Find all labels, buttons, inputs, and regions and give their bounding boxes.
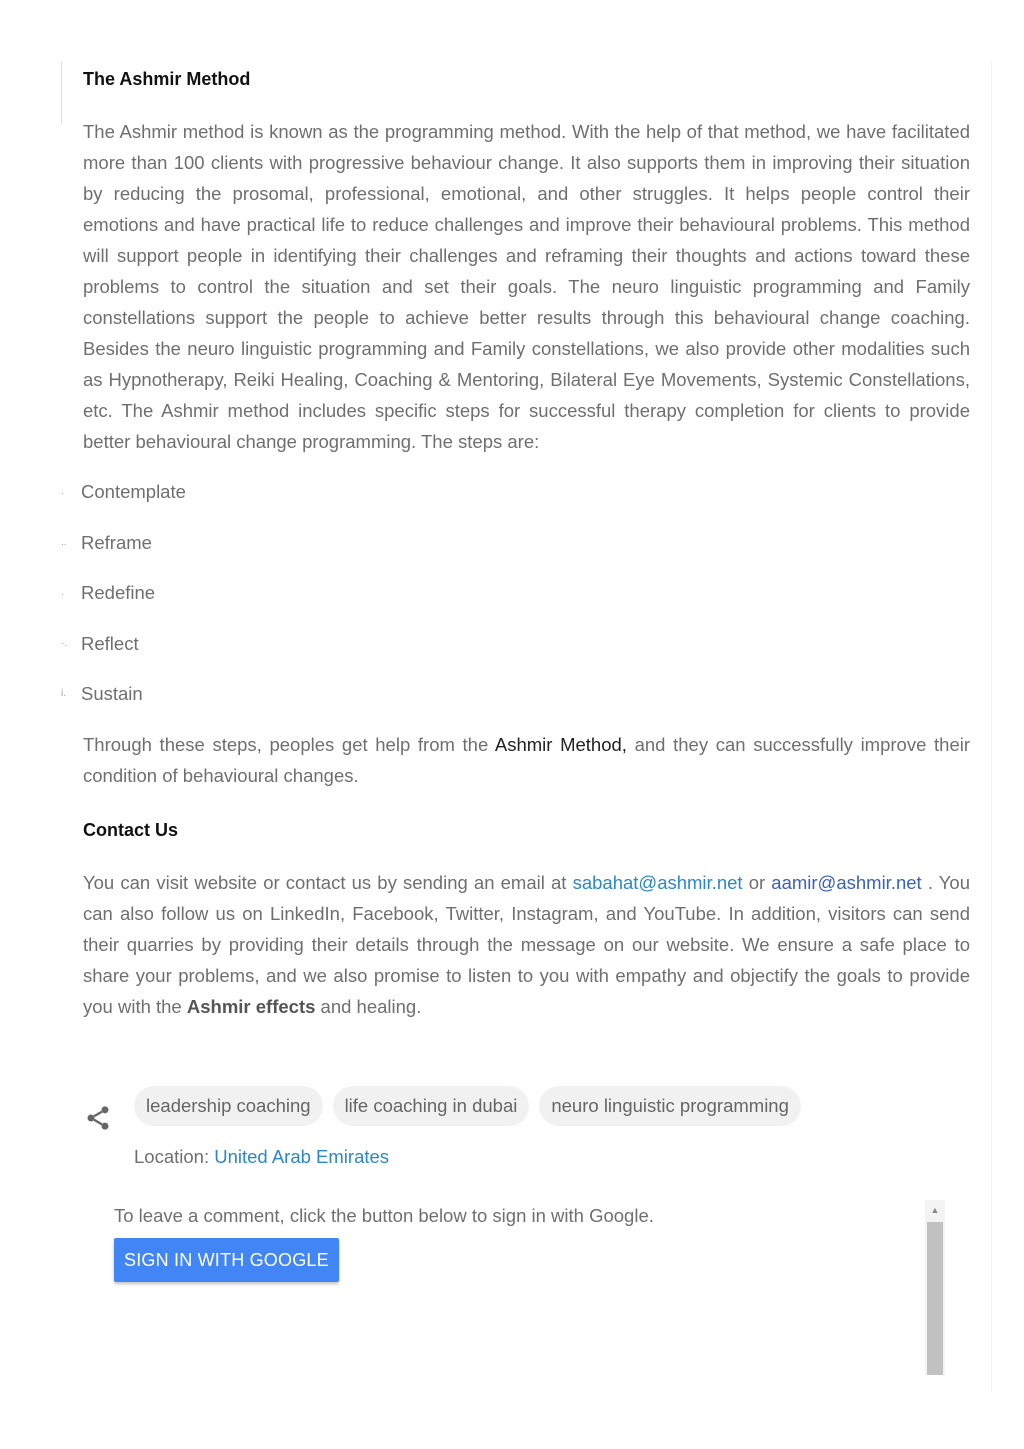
list-marker: ·.	[61, 637, 68, 649]
contact-text-end: and healing.	[315, 995, 422, 1017]
comments-scrollbar[interactable]	[925, 1200, 945, 1375]
email-link-sabahat[interactable]: sabahat@ashmir.net	[572, 871, 743, 893]
location-link[interactable]: United Arab Emirates	[214, 1146, 390, 1167]
contact-text-before: You can visit website or contact us by sending an email at	[83, 871, 573, 893]
steps-list	[61, 476, 948, 709]
list-item	[61, 476, 948, 507]
contact-heading: Contact Us	[83, 819, 179, 840]
sign-in-with-google-button[interactable]: SIGN IN WITH GOOGLE	[114, 1238, 339, 1282]
list-marker: .	[61, 486, 64, 497]
email-link-aamir[interactable]: aamir@ashmir.net	[771, 871, 922, 893]
ashmir-effects-bold: Ashmir effects	[186, 995, 316, 1017]
contact-text-after: . You can also follow us on LinkedIn, Facebook, Twitter, Instagram, and YouTube. In addition, visitors can send their quarries by providing their details through the message on our website. We ensure a safe place to share your problems, and we also promise to listen to you with empathy and objectify the goals to provide you with the	[83, 871, 971, 1017]
method-heading: The Ashmir Method	[83, 69, 251, 89]
share-icon[interactable]	[84, 1104, 112, 1132]
step-label: Redefine	[81, 582, 156, 603]
step-label: Reframe	[81, 531, 152, 553]
label-chip-leadership-coaching[interactable]: leadership coaching	[134, 1086, 323, 1126]
list-item	[61, 527, 948, 558]
scrollbar-thumb[interactable]	[927, 1222, 943, 1375]
share-icon-glyph	[84, 1104, 112, 1132]
scroll-up-arrow-icon[interactable]: ▲	[930, 1205, 940, 1215]
post-body	[61, 66, 971, 1022]
comments-frame	[114, 1200, 946, 1375]
outro-text-after: and they can successfully improve their condition of behavioural changes.	[83, 733, 971, 786]
step-label: Contemplate	[81, 481, 186, 502]
post-labels	[134, 1086, 801, 1126]
post-location	[134, 1143, 389, 1171]
list-marker: i.	[61, 688, 66, 699]
list-item	[61, 678, 948, 709]
label-chip-neuro-linguistic-programming[interactable]: neuro linguistic programming	[539, 1086, 801, 1126]
list-item	[61, 628, 948, 659]
step-label: Reflect	[81, 632, 139, 654]
label-chip-life-coaching-dubai[interactable]: life coaching in dubai	[333, 1086, 530, 1126]
comment-prompt: To leave a comment, click the button below to sign in with Google.	[114, 1205, 654, 1226]
left-border	[61, 62, 62, 124]
method-outro-paragraph	[83, 729, 970, 791]
outro-text-before: Through these steps, peoples get help from the	[83, 733, 495, 755]
contact-paragraph	[83, 867, 970, 1022]
list-item	[61, 577, 948, 608]
method-intro-paragraph: The Ashmir method is known as the programming method. With the help of that method, we have facilitated more than 100 clients with progressive behaviour change. It also supports them in improving their situation by reducing the prosomal, professional, emotional, and other struggles. It helps people control their emotions and have practical life to reduce challenges and improve their behavioural problems. This method will support people in identifying their challenges and reframing their thoughts and actions toward these problems to control the situation and set their goals. The neuro linguistic programming and Family constellations support the people to achieve better results through this behavioural change coaching. Besides the neuro linguistic programming and Family constellations, we also provide other modalities such as Hypnotherapy, Reiki Healing, Coaching & Mentoring, Bilateral Eye Movements, Systemic Constellations, etc. The Ashmir method includes specific steps for successful therapy completion for clients to provide better behavioural change programming. The steps are:	[83, 121, 970, 452]
right-border	[991, 62, 992, 1392]
location-label: Location:	[134, 1146, 215, 1167]
step-label: Sustain	[81, 683, 143, 704]
list-marker: ..	[61, 536, 67, 548]
ashmir-method-highlight: Ashmir Method,	[494, 733, 627, 755]
contact-text-between: or	[742, 871, 772, 893]
list-marker: .	[61, 587, 64, 598]
